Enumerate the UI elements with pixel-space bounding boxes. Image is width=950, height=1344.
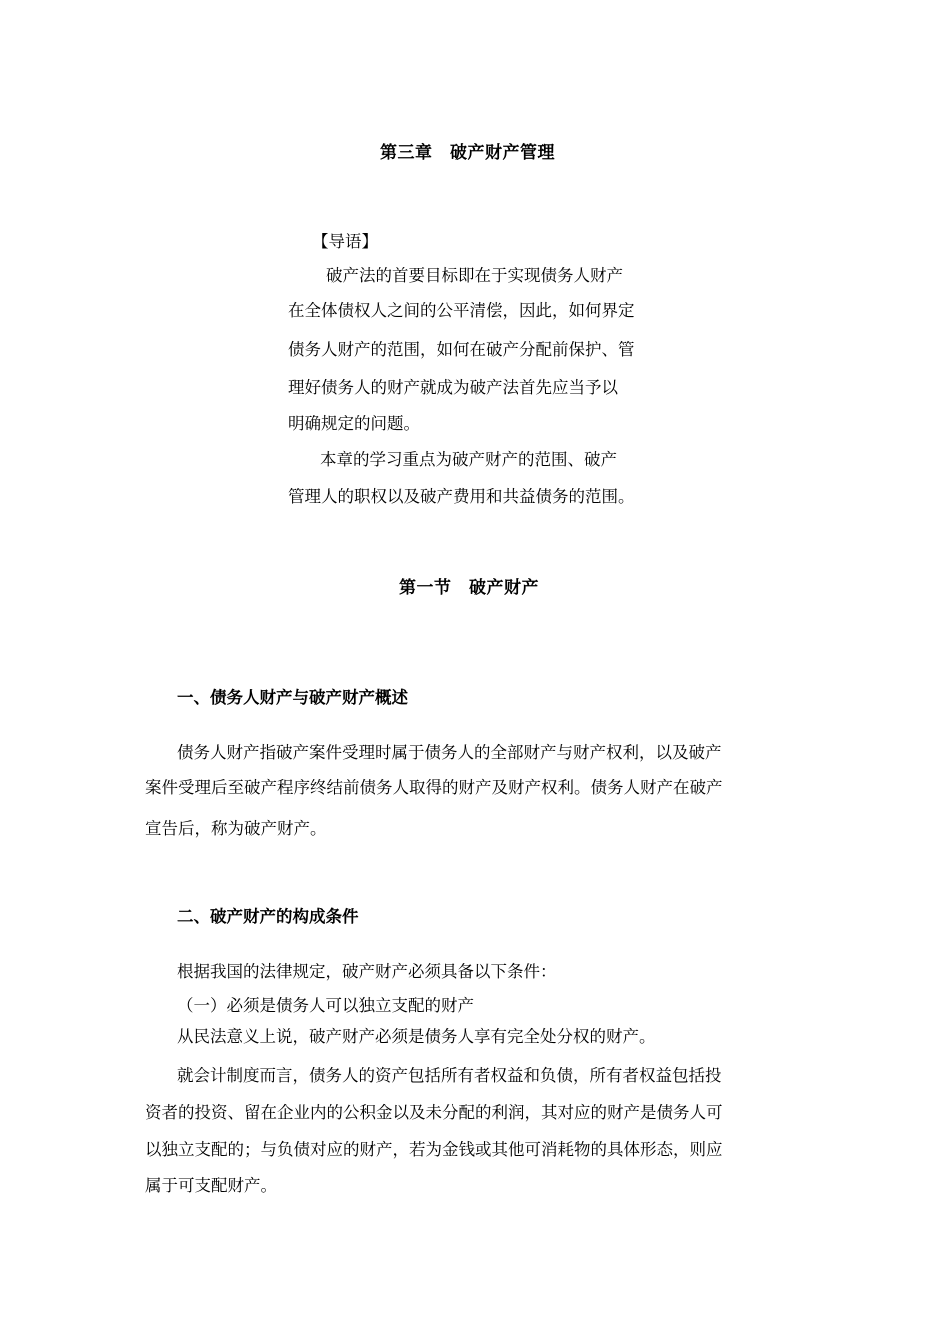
intro-line-6: 本章的学习重点为破产财产的范围、破产 (320, 450, 617, 469)
intro-line-5: 明确规定的问题。 (288, 414, 420, 433)
part2-line-1: 根据我国的法律规定，破产财产必须具备以下条件： (177, 962, 557, 981)
part2-line-5: 资者的投资、留在企业内的公积金以及未分配的利润，其对应的财产是债务人可 (145, 1103, 723, 1122)
part2-line-4: 就会计制度而言，债务人的资产包括所有者权益和负债，所有者权益包括投 (177, 1066, 722, 1085)
part1-heading: 一、债务人财产与破产财产概述 (177, 688, 408, 707)
intro-line-3: 债务人财产的范围，如何在破产分配前保护、管 (288, 340, 635, 359)
intro-line-7: 管理人的职权以及破产费用和共益债务的范围。 (288, 487, 635, 506)
part2-line-7: 属于可支配财产。 (145, 1176, 277, 1195)
part1-line-2: 案件受理后至破产程序终结前债务人取得的财产及财产权利。债务人财产在破产 (145, 778, 723, 797)
chapter-title: 第三章 破产财产管理 (380, 143, 555, 163)
intro-label: 【导语】 (312, 232, 378, 251)
part2-line-2: （一）必须是债务人可以独立支配的财产 (177, 996, 474, 1015)
intro-line-4: 理好债务人的财产就成为破产法首先应当予以 (288, 378, 618, 397)
part1-line-1: 债务人财产指破产案件受理时属于债务人的全部财产与财产权利，以及破产 (177, 743, 722, 762)
intro-line-2: 在全体债权人之间的公平清偿，因此，如何界定 (288, 301, 635, 320)
section-title: 第一节 破产财产 (399, 578, 539, 598)
part2-line-6: 以独立支配的；与负债对应的财产，若为金钱或其他可消耗物的具体形态，则应 (145, 1140, 723, 1159)
part2-heading: 二、破产财产的构成条件 (177, 907, 359, 926)
intro-line-1: 破产法的首要目标即在于实现债务人财产 (326, 266, 623, 285)
part1-line-3: 宣告后，称为破产财产。 (145, 819, 327, 838)
part2-line-3: 从民法意义上说，破产财产必须是债务人享有完全处分权的财产。 (177, 1027, 656, 1046)
